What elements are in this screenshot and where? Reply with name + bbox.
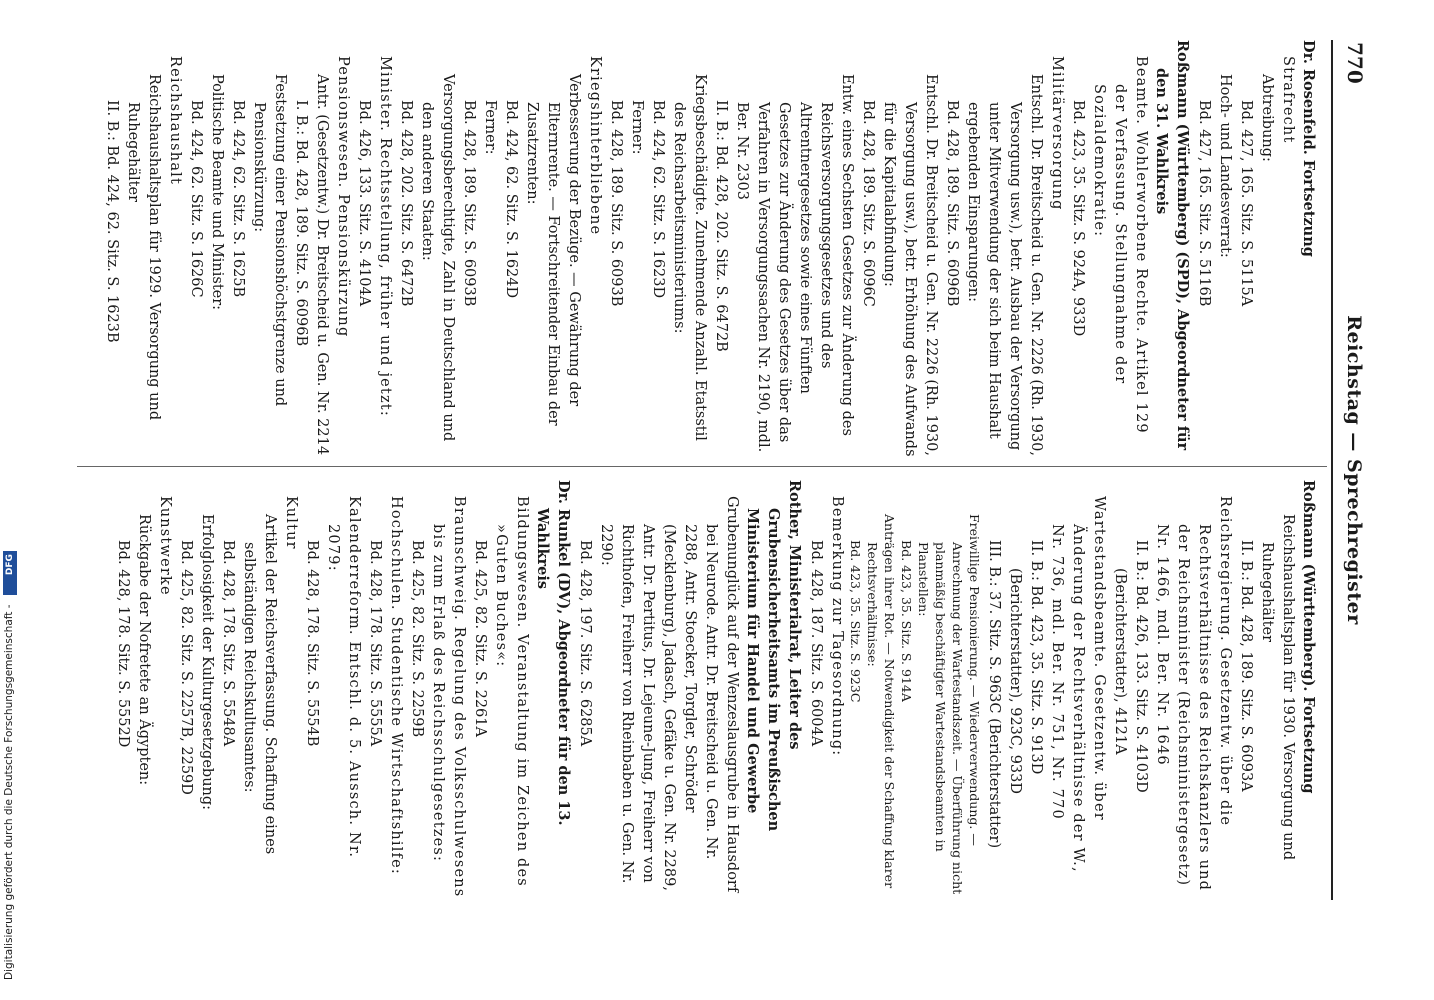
index-entry: Braunschweig. Regelung des Volksschulwesens bis zum Erlaß des Reichsschulgesetzes: (430, 496, 467, 898)
index-entry: Festsetzung einer Pensionshöchstgrenze und Pensionskürzung: (251, 74, 288, 407)
header-rule (1331, 40, 1333, 900)
reference-entry: Bd. 423, 35. Sitz. S. 923C (848, 540, 863, 703)
index-entry: Kriegshinterbliebene (587, 56, 603, 236)
reference-entry: Bd. 423, 35. Sitz. S. 914A (899, 540, 914, 702)
reference-entry: Bd. 425, 82. Sitz. S. 2261A (472, 540, 488, 737)
speaker-entry: Roßmann (Württemberg) (SPD), Abgeordneter für den 31. Wahlkreis (1153, 40, 1191, 451)
reference-entry: Bd. 428, 197. Sitz. S. 6285A (577, 540, 593, 747)
credit-text: Digitalisierung gefördert durch die Deutsche Forschungsgemeinschaft - (3, 604, 15, 980)
reference-entry: Bd. 423, 35. Sitz. S. 924A, 933D (1070, 100, 1086, 337)
index-entry: Reichshaushaltsplan für 1930. Versorgung und Ruhegehälter (1259, 514, 1296, 861)
index-entry: Pensionswesen. Pensionskürzung (335, 56, 351, 338)
index-entry: Kalenderreform. Entschl. d. 5. Aussch. Nr. 2079: (325, 496, 362, 859)
speaker-entry: Roßmann (Württemberg). Fortsetzung (1300, 480, 1317, 794)
reference-entry: Bd. 428, 178. Sitz. S. 5554B (304, 540, 320, 747)
index-entry: Strafrecht (1280, 56, 1296, 144)
index-entry: Artikel der Reichsverfassung. Schaffung eines selbständigen Reichskultusamtes: (241, 514, 278, 855)
running-head: Reichstag — Sprechregister (1343, 315, 1365, 625)
right-column (112, 480, 1319, 900)
reference-entry: Bd. 428, 189. Sitz. S. 6093B (608, 100, 624, 307)
index-entry: Kriegsbeschädigte. Zunehmende Anzahl. Etatsstil des Reichsarbeitsministeriums: (671, 74, 708, 441)
reference-entry: Bd. 424, 62. Sitz. S. 1626C (188, 100, 204, 298)
index-entry: Anträgen ihrer Rot. — Notwendigkeit der Schaffung klarer Rechtsverhältnisse: (865, 514, 897, 889)
index-entry: Reichsregierung. Gesetzentw. über die Rechtsverhältnisse des Reichskanzlers und der Reichsminister (Reichsministergesetz) Nr. 1466, mdl. Ber. Nr. 1646 (1154, 496, 1233, 892)
reference-entry: Bd. 428, 202. Sitz. S. 6472B (398, 100, 414, 307)
reference-entry: Bd. 428, 178. Sitz. S. 5552D (115, 540, 131, 748)
reference-entry: Bd. 428, 189. Sitz. S. 6093B (461, 100, 477, 307)
reference-entry: Bd. 428, 189. Sitz. S. 6096C (860, 100, 876, 307)
speaker-entry: Rother, Ministerialrat, Leiter des Grubensicherheitsamts im Preußischen Ministerium für Handel und Gewerbe (744, 480, 803, 832)
index-entry: Hochschulen. Studentische Wirtschaftshilfe: (388, 496, 404, 875)
index-entry: Rückgabe der Nofretete an Ägypten: (136, 514, 152, 786)
index-entry: Minister. Rechtsstellung, früher und jetzt: (377, 56, 393, 417)
left-column (101, 40, 1319, 460)
reference-entry: II. B.: Bd. 426, 133. Sitz. S. 4103D (Berichterstatter), 4121A (1112, 540, 1149, 793)
digitization-credit (0, 0, 18, 1000)
reference-entry: Ferner: (629, 100, 645, 155)
index-entry: Hoch- und Landesverrat: (1217, 74, 1233, 258)
reference-entry: Bd. 424, 62. Sitz. S. 1623D (650, 100, 666, 299)
speaker-entry: Dr. Runkel (DV), Abgeordneter für den 13. Wahlkreis (534, 480, 572, 826)
reference-entry: Bd. 425, 82. Sitz. S. 2257B, 2259D (178, 540, 194, 795)
speaker-entry: Dr. Rosenfeld. Fortsetzung (1300, 40, 1317, 257)
index-entry: Reichshaushaltsplan für 1929. Versorgung und Ruhegehälter (125, 74, 162, 421)
reference-entry: Ferner: (482, 100, 498, 155)
reference-entry: II. B.: Bd. 424, 62. Sitz. S. 1623B (104, 100, 120, 343)
index-entry: Wartestandsbeamte. Gesetzentw. über Änderung der Rechtsverhältnisse der W., Nr. 736, mdl. Ber. Nr. 751, Nr. 770 (1049, 496, 1107, 873)
index-entry: Bemerkung zur Tagesordnung: (829, 496, 845, 757)
reference-entry: Bd. 428, 178. Sitz. S. 5555A (367, 540, 383, 747)
index-entry: Grubenunglück auf der Wenzeslausgrube in Hausdorf bei Neurode. Antr. Dr. Breitscheid u. Gen. Nr. 2288, Antr. Stoecker, Torgler, Schröder (Mecklenburg), Jadasch, Gefäke u. Gen. Nr. 2289, Antr. Dr. Pertitus, Dr. Lejeune-Jung, Freiherr von Richthofen, Freiherr von Rheinbaben u. Gen. Nr. 2290: (598, 496, 740, 893)
index-entry: Verbesserung der Bezüge. — Gewährung der Elternrente. — Fortschreitender Einbau der Zusatzrenten: (524, 74, 582, 426)
page-number: 770 (1343, 42, 1367, 84)
index-entry: Kultur (283, 496, 299, 550)
reference-entry: Bd. 427, 165. Sitz. S. 5116B (1196, 100, 1212, 307)
reference-entry: Bd. 428, 178. Sitz. S. 5548A (220, 540, 236, 747)
reference-entry: Bd. 427, 165. Sitz. S. 5115A (1238, 100, 1254, 307)
reference-entry: II. B.: Bd. 423, 35. Sitz. S. 913D (Berichterstatter), 923C, 933D (1007, 540, 1044, 794)
reference-entry: Bd. 428, 187. Sitz. S. 6004A (808, 540, 824, 747)
reference-entry: Bd. 424, 62. Sitz. S. 1625B (230, 100, 246, 298)
rotated-page (67, 30, 1367, 910)
reference-entry: Bd. 428, 189. Sitz. S. 6096B (944, 100, 960, 307)
index-entry: Freiwillige Pensionierung. — Wiederverwendung. — Anrechnung der Wartestandszeit. — Überführung nicht planmäßig beschäftigter Wartestandsbeamten in Planstellen: (916, 514, 982, 895)
index-entry: Militärversorgung (1049, 56, 1065, 211)
index-entry: Erfolglosigkeit der Kulturgesetzgebung: (199, 514, 215, 811)
reference-entry: II. B.: Bd. 428, 202. Sitz. S. 6472B (713, 100, 729, 352)
column-divider (77, 466, 1327, 467)
index-entry: Entschl. Dr. Breitscheid u. Gen. Nr. 2226 (Rh. 1930, Versorgung usw.), betr. Erhöhung des Aufwands für die Kapitalabfindung: (881, 74, 939, 457)
reference-entry: II. B.: Bd. 428, 189. Sitz. S. 6093A (1238, 540, 1254, 792)
index-entry: Politische Beamte und Minister: (209, 74, 225, 311)
index-entry: Entw. eines Sechsten Gesetzes zur Änderung des Reichsversorgungsgesetzes und des Altrentnergesetzes sowie eines Fünften Gesetzes zur Änderung des Gesetzes über das Verfahren in Versorgungssachen Nr. 2190, mdl. Ber. Nr. 2303 (734, 74, 855, 453)
reference-entry: Bd. 426, 133. Sitz. S. 4104A (356, 100, 372, 307)
index-entry: Bildungswesen. Veranstaltung im Zeichen des »Guten Buches«: (493, 496, 530, 887)
index-entry: Entschl. Dr. Breitscheid u. Gen. Nr. 2226 (Rh. 1930, Versorgung usw.), betr. Ausbau der Versorgung unter Mitverwendung der sich beim Haushalt ergebenden Einsparungen: (965, 74, 1044, 457)
reference-entry: I. B.: Bd. 428, 189. Sitz. S. 6096B (293, 100, 309, 347)
index-entry: Abtreibung: (1259, 74, 1275, 162)
reference-entry: Bd. 424, 62. Sitz. S. 1624D (503, 100, 519, 299)
index-entry: Antr. (Gesetzentw.) Dr. Breitscheid u. Gen. Nr. 2214 (314, 74, 330, 456)
index-entry: Kunstwerke (157, 496, 173, 596)
index-entry: Versorgungsberechtigte, Zahl in Deutschland und den anderen Staaten: (419, 74, 456, 442)
index-entry: Beamte. Wohlerworbene Rechte. Artikel 129 der Verfassung. Stellungnahme der Sozialdemokratie: (1091, 56, 1149, 434)
index-entry: Reichshaushalt (167, 56, 183, 186)
reference-entry: III. B.: 37. Sitz. S. 963C (Berichterstatter) (986, 540, 1002, 849)
dfg-logo: DFG (3, 551, 17, 595)
reference-entry: Bd. 425, 82. Sitz. S. 2259B (409, 540, 425, 738)
